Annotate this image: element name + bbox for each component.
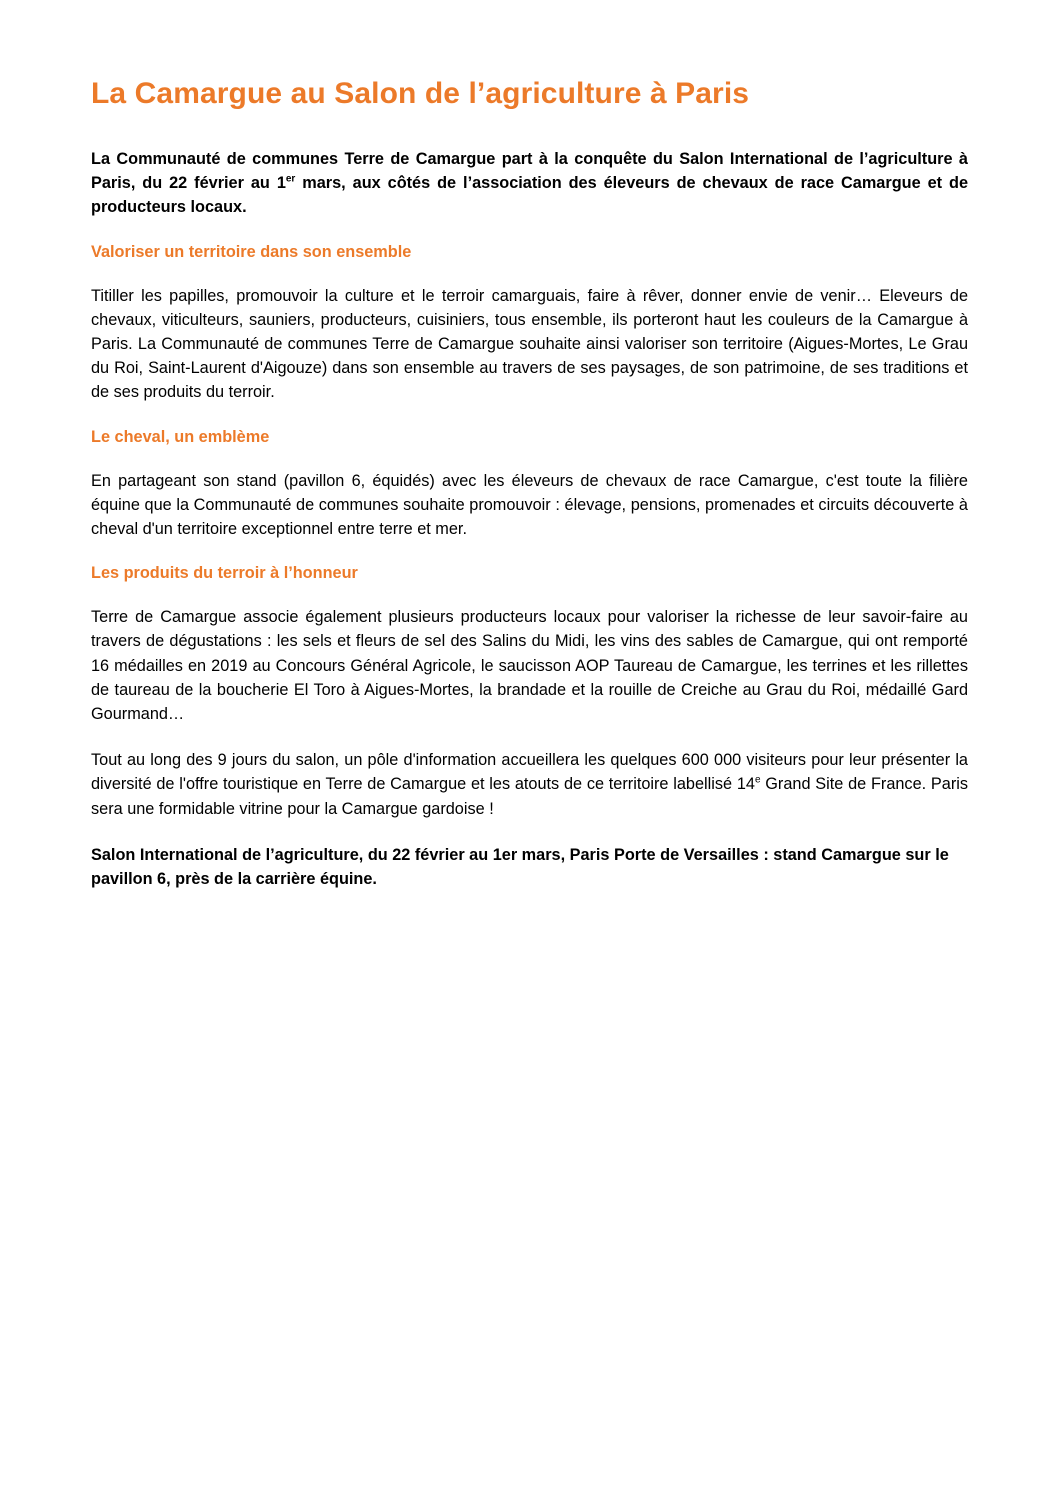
page-title: La Camargue au Salon de l’agriculture à Paris bbox=[91, 77, 750, 110]
section-paragraph-produits: Terre de Camargue associe également plusieurs producteurs locaux pour valoriser la richesse de leur savoir-faire au travers de dégustations : les sels et fleurs de sel des Salins du Midi, les vins des sables de Camargue, qui ont remporté 16 médailles en 2019 au Concours Général Agricole, le saucisson AOP Taureau de Camargue, les terrines et les rillettes de taureau de la boucherie El Toro à Aigues-Mortes, la brandade et la rouille de Creiche au Grau du Roi, médaillé Gard Gourmand… bbox=[91, 608, 968, 724]
lead-paragraph bbox=[91, 147, 968, 220]
section-heading-valoriser: Valoriser un territoire dans son ensemble bbox=[91, 242, 412, 261]
lead-superscript: er bbox=[285, 173, 296, 185]
final-paragraph bbox=[91, 748, 968, 821]
section-paragraph-valoriser: Titiller les papilles, promouvoir la culture et le terroir camarguais, faire à rêver, donner envie de venir… Eleveurs de chevaux, viticulteurs, sauniers, producteurs, cuisiniers, tous ensemble, ils porteront haut les couleurs de la Camargue à Paris. La Communauté de communes Terre de Camargue souhaite ainsi valoriser son territoire (Aigues-Mortes, Le Grau du Roi, Saint-Laurent d'Aigouze) dans son ensemble au travers de ses paysages, de son patrimoine, de ses traditions et de ses produits du terroir. bbox=[91, 286, 968, 402]
final-text-start: Tout au long des 9 jours du salon, un pôle d'information accueillera les quelques 600 000 visiteurs pour leur présenter la diversité de l'offre touristique en Terre de Camargue et les atouts de ce territoire labellisé 14 bbox=[91, 751, 968, 794]
lead-text-end: mars, aux côtés de l’association des éleveurs de chevaux de race Camargue et de producteurs locaux. bbox=[91, 174, 968, 217]
closing-paragraph: Salon International de l’agriculture, du 22 février au 1er mars, Paris Porte de Versailles : stand Camargue sur le pavillon 6, près de la carrière équine. bbox=[91, 845, 949, 889]
section-paragraph-cheval: En partageant son stand (pavillon 6, équidés) avec les éleveurs de chevaux de race Camargue, c'est toute la filière équine que la Communauté de communes souhaite promouvoir : élevage, pensions, promenades et circuits découverte à cheval d'un territoire exceptionnel entre terre et mer. bbox=[91, 471, 968, 539]
section-heading-cheval: Le cheval, un emblème bbox=[91, 427, 270, 446]
final-superscript: e bbox=[754, 775, 761, 787]
document-page bbox=[91, 74, 968, 891]
lead-text-start: La Communauté de communes Terre de Camargue part à la conquête du Salon International de l’agriculture à Paris, du 22 février au 1 bbox=[91, 150, 968, 193]
section-heading-produits: Les produits du terroir à l’honneur bbox=[91, 564, 358, 583]
final-text-end: Grand Site de France. Paris sera une formidable vitrine pour la Camargue gardoise ! bbox=[91, 775, 969, 818]
